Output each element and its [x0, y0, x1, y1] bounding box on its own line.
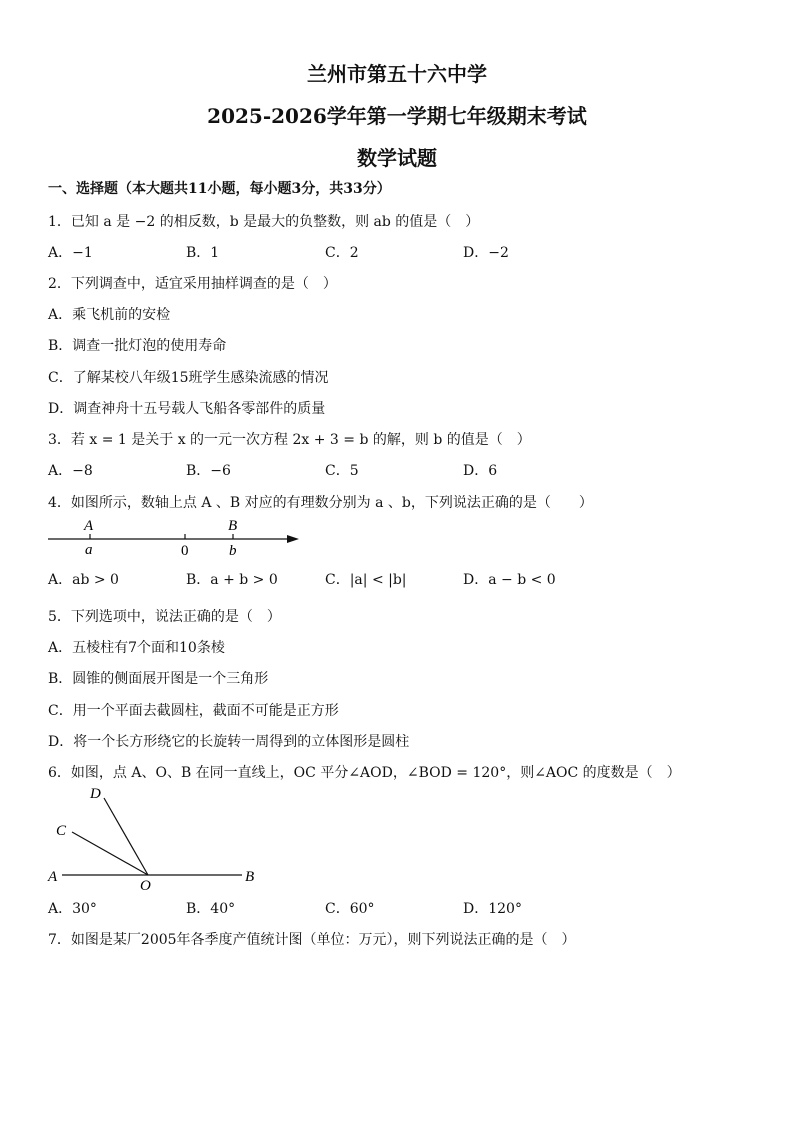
q4-option-b: B．a + b > 0 — [186, 572, 278, 588]
q6-stem: 6．如图，点 A、O、B 在同一直线上，OC 平分∠AOD，∠BOD = 120°，则∠AOC 的度数是（ ） — [48, 765, 681, 781]
q5-option-b: B．圆锥的侧面展开图是一个三角形 — [48, 671, 269, 687]
ray-od — [104, 798, 148, 875]
q1-option-b: B．1 — [186, 245, 220, 261]
q6-option-a: A．30° — [48, 901, 97, 917]
exam-title: 2025-2026学年第一学期七年级期末考试 — [207, 104, 587, 128]
q2-stem: 2．下列调查中，适宜采用抽样调查的是（ ） — [48, 276, 337, 292]
q6-option-c: C．60° — [325, 901, 375, 917]
ray-oc — [72, 832, 148, 875]
q3-option-c: C．5 — [325, 463, 359, 479]
q3-stem: 3．若 x = 1 是关于 x 的一元一次方程 2x + 3 = b 的解，则 b 的值是（ ） — [48, 432, 531, 448]
point-label-d: D — [90, 786, 101, 802]
point-label-a-upper: A — [84, 518, 94, 534]
q2-option-d: D．调查神舟十五号载人飞船各零部件的质量 — [48, 401, 326, 417]
q4-stem: 4．如图所示，数轴上点 A 、B 对应的有理数分别为 a 、b，下列说法正确的是（ ） — [48, 495, 593, 511]
q1-option-a: A．−1 — [48, 245, 93, 261]
q1-option-c: C．2 — [325, 245, 359, 261]
q2-option-b: B．调查一批灯泡的使用寿命 — [48, 338, 227, 354]
point-label-c: C — [56, 823, 67, 839]
number-line-figure — [44, 512, 308, 562]
subject-title: 数学试题 — [357, 146, 437, 170]
point-label-b: B — [245, 869, 255, 885]
q1-stem: 1．已知 a 是 −2 的相反数，b 是最大的负整数，则 ab 的值是（ ） — [48, 214, 480, 230]
section-title: 一、选择题（本大题共11小题，每小题3分，共33分） — [48, 181, 391, 197]
point-label-b-upper: B — [228, 518, 238, 534]
school-title: 兰州市第五十六中学 — [307, 62, 487, 86]
q4-option-c: C．|a| < |b| — [325, 572, 407, 588]
q5-stem: 5．下列选项中，说法正确的是（ ） — [48, 609, 281, 625]
q1-option-d: D．−2 — [463, 245, 509, 261]
q4-option-d: D．a − b < 0 — [463, 572, 556, 588]
q4-option-a: A．ab > 0 — [48, 572, 119, 588]
origin-label: 0 — [181, 543, 189, 559]
q2-option-a: A．乘飞机前的安检 — [48, 307, 171, 323]
q7-stem: 7．如图是某厂2005年各季度产值统计图（单位：万元），则下列说法正确的是（ ） — [48, 932, 576, 948]
q6-option-b: B．40° — [186, 901, 236, 917]
q3-option-a: A．−8 — [48, 463, 93, 479]
q5-option-d: D．将一个长方形绕它的长旋转一周得到的立体图形是圆柱 — [48, 734, 410, 750]
q3-option-d: D．6 — [463, 463, 498, 479]
point-label-o: O — [140, 878, 151, 892]
number-line-arrow — [287, 535, 299, 543]
q5-option-a: A．五棱柱有7个面和10条棱 — [48, 640, 225, 656]
point-label-b-lower: b — [229, 543, 237, 559]
q3-option-b: B．−6 — [186, 463, 231, 479]
q6-option-d: D．120° — [463, 901, 522, 917]
q2-option-c: C．了解某校八年级15班学生感染流感的情况 — [48, 370, 329, 386]
q5-option-c: C．用一个平面去截圆柱，截面不可能是正方形 — [48, 703, 339, 719]
point-label-a-lower: a — [85, 542, 93, 558]
angle-figure — [44, 780, 266, 892]
point-label-a: A — [48, 869, 58, 885]
